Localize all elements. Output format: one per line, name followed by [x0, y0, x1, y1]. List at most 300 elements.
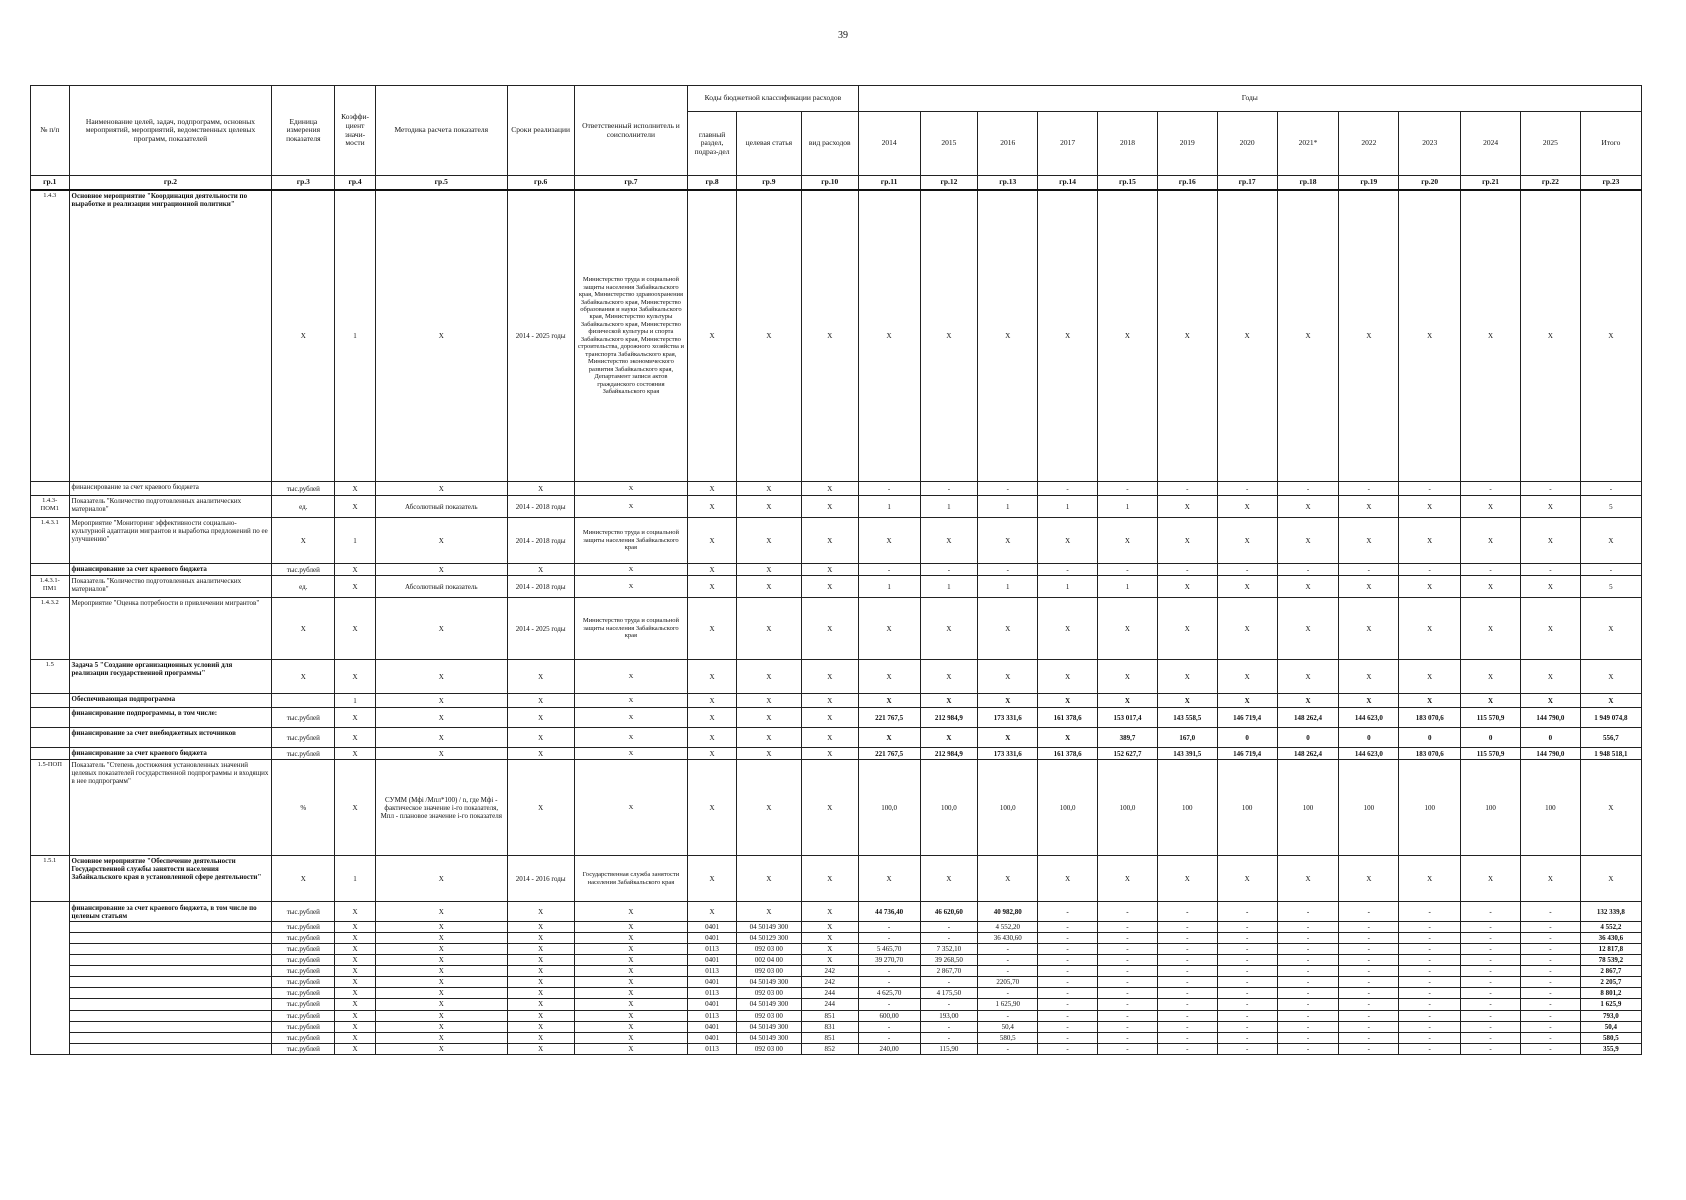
year-value-cell: -: [1520, 482, 1580, 496]
year-value-cell: -: [1098, 955, 1158, 966]
year-value-cell: 100: [1217, 760, 1277, 856]
unit-cell: %: [272, 760, 335, 856]
responsible-cell: Министерство труда и социальной защиты населения Забайкальского края: [574, 518, 688, 564]
responsible-cell: X: [574, 977, 688, 988]
year-value-cell: -: [1461, 988, 1521, 999]
year-value-cell: -: [1399, 1010, 1461, 1021]
year-value-cell: -: [1038, 999, 1098, 1010]
year-value-cell: X: [1461, 518, 1521, 564]
year-value-cell: -: [1098, 966, 1158, 977]
year-value-cell: X: [1157, 190, 1217, 482]
bcc-target-cell: X: [736, 902, 801, 922]
year-value-cell: X: [1399, 190, 1461, 482]
coef-cell: X: [335, 1032, 376, 1043]
responsible-cell: X: [574, 1010, 688, 1021]
year-value-cell: -: [1157, 1021, 1217, 1032]
row-name-cell: Основное мероприятие "Координация деятельности по выработке и реализации миграционной политики": [69, 190, 272, 482]
year-value-cell: X: [978, 728, 1038, 748]
year-value-cell: -: [920, 564, 978, 576]
year-value-cell: -: [920, 1032, 978, 1043]
bcc-section-cell: 0401: [688, 1032, 737, 1043]
method-cell: X: [375, 518, 507, 564]
year-value-cell: X: [1399, 660, 1461, 694]
responsible-cell: X: [574, 988, 688, 999]
year-value-cell: 1: [978, 496, 1038, 518]
year-value-cell: X: [1038, 660, 1098, 694]
year-value-cell: -: [1580, 564, 1641, 576]
bcc-type-cell: X: [801, 496, 858, 518]
year-value-cell: 1: [920, 496, 978, 518]
row-name-cell: [69, 922, 272, 933]
year-value-cell: X: [978, 856, 1038, 902]
header-num: № п/п: [31, 86, 70, 176]
method-cell: X: [375, 988, 507, 999]
row-name-cell: [69, 1021, 272, 1032]
row-name-cell: Основное мероприятие "Обеспечение деятельности Государственной службы занятости населения Забайкальского края в установленной сфере деятельности": [69, 856, 272, 902]
method-cell: X: [375, 708, 507, 728]
year-value-cell: 355,9: [1580, 1043, 1641, 1054]
year-value-cell: -: [1520, 977, 1580, 988]
year-value-cell: -: [1098, 1010, 1158, 1021]
year-value-cell: -: [1399, 933, 1461, 944]
year-value-cell: 12 817,8: [1580, 944, 1641, 955]
method-cell: X: [375, 564, 507, 576]
table-row: [31, 748, 1642, 760]
year-value-cell: -: [1098, 999, 1158, 1010]
year-value-cell: X: [1038, 728, 1098, 748]
year-value-cell: 556,7: [1580, 728, 1641, 748]
responsible-cell: X: [574, 944, 688, 955]
row-name-cell: Показатель "Степень достижения установленных значений целевых показателей государственной подпрограммы и входящих в нее подпрограмм": [69, 760, 272, 856]
year-value-cell: -: [978, 564, 1038, 576]
header-year: 2023: [1399, 112, 1461, 176]
coef-cell: X: [335, 999, 376, 1010]
year-value-cell: -: [1038, 988, 1098, 999]
bcc-type-cell: X: [801, 922, 858, 933]
bcc-type-cell: X: [801, 564, 858, 576]
term-cell: X: [507, 977, 574, 988]
year-value-cell: -: [1098, 933, 1158, 944]
coef-cell: X: [335, 1021, 376, 1032]
header-method: Методика расчета показателя: [375, 86, 507, 176]
year-value-cell: 0: [1399, 728, 1461, 748]
year-value-cell: 1: [920, 576, 978, 598]
year-value-cell: -: [978, 988, 1038, 999]
year-value-cell: -: [1217, 977, 1277, 988]
column-number-cell: гр.12: [920, 176, 978, 190]
bcc-section-cell: X: [688, 576, 737, 598]
bcc-type-cell: 242: [801, 977, 858, 988]
bcc-type-cell: X: [801, 748, 858, 760]
row-name-cell: [69, 988, 272, 999]
year-value-cell: 161 378,6: [1038, 708, 1098, 728]
method-cell: X: [375, 966, 507, 977]
year-value-cell: 100: [1157, 760, 1217, 856]
row-name-cell: [69, 966, 272, 977]
year-value-cell: X: [858, 694, 920, 708]
bcc-target-cell: 04 50149 300: [736, 1032, 801, 1043]
year-value-cell: -: [920, 933, 978, 944]
year-value-cell: 212 984,9: [920, 708, 978, 728]
table-row: [31, 1010, 1642, 1021]
year-value-cell: -: [1098, 988, 1158, 999]
year-value-cell: X: [1520, 518, 1580, 564]
year-value-cell: -: [1277, 944, 1339, 955]
coef-cell: X: [335, 748, 376, 760]
bcc-section-cell: X: [688, 564, 737, 576]
year-value-cell: -: [1038, 1043, 1098, 1054]
year-value-cell: -: [1038, 482, 1098, 496]
header-year: 2025: [1520, 112, 1580, 176]
term-cell: X: [507, 966, 574, 977]
year-value-cell: -: [1461, 999, 1521, 1010]
year-value-cell: 44 736,40: [858, 902, 920, 922]
unit-cell: X: [272, 660, 335, 694]
year-value-cell: -: [1098, 1043, 1158, 1054]
coef-cell: 1: [335, 190, 376, 482]
bcc-type-cell: X: [801, 856, 858, 902]
column-number-cell: гр.3: [272, 176, 335, 190]
year-value-cell: -: [920, 1021, 978, 1032]
year-value-cell: 1 949 074,8: [1580, 708, 1641, 728]
year-value-cell: X: [1520, 694, 1580, 708]
year-value-cell: X: [1399, 598, 1461, 660]
table-row: [31, 694, 1642, 708]
year-value-cell: -: [1157, 564, 1217, 576]
bcc-section-cell: X: [688, 728, 737, 748]
year-value-cell: 580,5: [1580, 1032, 1641, 1043]
year-value-cell: -: [1277, 1010, 1339, 1021]
bcc-target-cell: 04 50129 300: [736, 933, 801, 944]
column-number-cell: гр.1: [31, 176, 70, 190]
row-number-cell: [31, 694, 70, 708]
year-value-cell: 143 391,5: [1157, 748, 1217, 760]
bcc-section-cell: X: [688, 518, 737, 564]
row-number-cell: [31, 748, 70, 760]
bcc-target-cell: 04 50149 300: [736, 922, 801, 933]
year-value-cell: -: [1520, 955, 1580, 966]
unit-cell: тыс.рублей: [272, 1021, 335, 1032]
year-value-cell: -: [858, 482, 920, 496]
year-value-cell: -: [1339, 933, 1399, 944]
year-value-cell: -: [1339, 977, 1399, 988]
year-value-cell: X: [1217, 496, 1277, 518]
method-cell: X: [375, 1032, 507, 1043]
year-value-cell: 100,0: [858, 760, 920, 856]
bcc-type-cell: X: [801, 576, 858, 598]
term-cell: 2014 - 2018 годы: [507, 518, 574, 564]
bcc-section-cell: 0401: [688, 955, 737, 966]
year-value-cell: 40 982,80: [978, 902, 1038, 922]
year-value-cell: -: [1399, 955, 1461, 966]
year-value-cell: X: [920, 856, 978, 902]
column-number-cell: гр.18: [1277, 176, 1339, 190]
term-cell: X: [507, 482, 574, 496]
year-value-cell: X: [858, 728, 920, 748]
year-value-cell: -: [1217, 955, 1277, 966]
year-value-cell: X: [1277, 694, 1339, 708]
bcc-target-cell: X: [736, 190, 801, 482]
table-row: [31, 482, 1642, 496]
year-value-cell: 153 017,4: [1098, 708, 1158, 728]
unit-cell: X: [272, 856, 335, 902]
year-value-cell: 100,0: [1038, 760, 1098, 856]
header-year: 2014: [858, 112, 920, 176]
year-value-cell: -: [858, 1021, 920, 1032]
header-years-group: Годы: [858, 86, 1641, 112]
table-row: [31, 708, 1642, 728]
unit-cell: X: [272, 518, 335, 564]
year-value-cell: -: [1157, 988, 1217, 999]
coef-cell: X: [335, 576, 376, 598]
unit-cell: X: [272, 190, 335, 482]
unit-cell: тыс.рублей: [272, 748, 335, 760]
method-cell: X: [375, 999, 507, 1010]
bcc-type-cell: 831: [801, 1021, 858, 1032]
header-year: 2022: [1339, 112, 1399, 176]
row-name-cell: финансирование за счет краевого бюджета, в том числе по целевым статьям: [69, 902, 272, 922]
coef-cell: X: [335, 1043, 376, 1054]
year-value-cell: X: [1038, 518, 1098, 564]
responsible-cell: X: [574, 660, 688, 694]
year-value-cell: -: [1038, 955, 1098, 966]
method-cell: Абсолютный показатель: [375, 576, 507, 598]
bcc-section-cell: X: [688, 856, 737, 902]
year-value-cell: -: [1277, 482, 1339, 496]
year-value-cell: -: [1461, 933, 1521, 944]
term-cell: X: [507, 988, 574, 999]
year-value-cell: X: [1277, 598, 1339, 660]
table-row: [31, 1032, 1642, 1043]
year-value-cell: -: [1217, 988, 1277, 999]
bcc-target-cell: X: [736, 598, 801, 660]
year-value-cell: -: [1038, 1010, 1098, 1021]
row-number-cell: [31, 902, 70, 1055]
row-name-cell: Мероприятие "Оценка потребности в привлечении мигрантов": [69, 598, 272, 660]
year-value-cell: 167,0: [1157, 728, 1217, 748]
year-value-cell: -: [920, 922, 978, 933]
row-name-cell: финансирование за счет краевого бюджета: [69, 482, 272, 496]
year-value-cell: -: [1277, 966, 1339, 977]
row-name-cell: [69, 1032, 272, 1043]
year-value-cell: 78 539,2: [1580, 955, 1641, 966]
year-value-cell: -: [1277, 922, 1339, 933]
year-value-cell: -: [1098, 1032, 1158, 1043]
unit-cell: тыс.рублей: [272, 944, 335, 955]
term-cell: X: [507, 694, 574, 708]
year-value-cell: X: [1098, 598, 1158, 660]
column-number-cell: гр.7: [574, 176, 688, 190]
year-value-cell: X: [1277, 576, 1339, 598]
header-responsible: Ответственный исполнитель и соисполнители: [574, 86, 688, 176]
responsible-cell: X: [574, 728, 688, 748]
year-value-cell: -: [1217, 1043, 1277, 1054]
year-value-cell: -: [1399, 922, 1461, 933]
header-year: 2015: [920, 112, 978, 176]
column-number-cell: гр.4: [335, 176, 376, 190]
year-value-cell: -: [1277, 1043, 1339, 1054]
method-cell: X: [375, 482, 507, 496]
year-value-cell: 144 623,0: [1339, 748, 1399, 760]
method-cell: X: [375, 977, 507, 988]
year-value-cell: -: [1277, 977, 1339, 988]
table-row: [31, 944, 1642, 955]
method-cell: Абсолютный показатель: [375, 496, 507, 518]
responsible-cell: X: [574, 955, 688, 966]
row-name-cell: [69, 999, 272, 1010]
column-number-row: [31, 176, 1642, 190]
coef-cell: X: [335, 760, 376, 856]
bcc-target-cell: X: [736, 518, 801, 564]
bcc-section-cell: 0401: [688, 922, 737, 933]
year-value-cell: -: [1461, 922, 1521, 933]
year-value-cell: -: [920, 977, 978, 988]
row-number-cell: 1.5.1: [31, 856, 70, 902]
year-value-cell: 148 262,4: [1277, 708, 1339, 728]
year-value-cell: 39 268,50: [920, 955, 978, 966]
coef-cell: X: [335, 496, 376, 518]
year-value-cell: -: [978, 966, 1038, 977]
year-value-cell: -: [1399, 944, 1461, 955]
year-value-cell: X: [1580, 660, 1641, 694]
row-number-cell: [31, 728, 70, 748]
year-value-cell: X: [1520, 496, 1580, 518]
year-value-cell: 4 175,50: [920, 988, 978, 999]
responsible-cell: X: [574, 694, 688, 708]
year-value-cell: -: [1520, 922, 1580, 933]
year-value-cell: X: [858, 598, 920, 660]
bcc-section-cell: X: [688, 496, 737, 518]
year-value-cell: -: [1339, 955, 1399, 966]
year-value-cell: -: [1157, 922, 1217, 933]
year-value-cell: -: [1217, 482, 1277, 496]
year-value-cell: 39 270,70: [858, 955, 920, 966]
term-cell: X: [507, 660, 574, 694]
table-row: [31, 933, 1642, 944]
year-value-cell: X: [1277, 660, 1339, 694]
responsible-cell: X: [574, 748, 688, 760]
year-value-cell: X: [1217, 598, 1277, 660]
year-value-cell: -: [1461, 966, 1521, 977]
year-value-cell: X: [1277, 518, 1339, 564]
term-cell: X: [507, 955, 574, 966]
bcc-section-cell: 0113: [688, 988, 737, 999]
row-number-cell: 1.4.3.2: [31, 598, 70, 660]
method-cell: X: [375, 856, 507, 902]
unit-cell: тыс.рублей: [272, 564, 335, 576]
bcc-type-cell: X: [801, 518, 858, 564]
year-value-cell: X: [1098, 518, 1158, 564]
bcc-section-cell: 0113: [688, 1043, 737, 1054]
year-value-cell: X: [1038, 856, 1098, 902]
year-value-cell: 0: [1520, 728, 1580, 748]
term-cell: X: [507, 760, 574, 856]
year-value-cell: -: [1399, 1032, 1461, 1043]
year-value-cell: -: [858, 999, 920, 1010]
unit-cell: ед.: [272, 576, 335, 598]
year-value-cell: 1: [1098, 576, 1158, 598]
year-value-cell: -: [1461, 977, 1521, 988]
year-value-cell: X: [1461, 496, 1521, 518]
bcc-target-cell: X: [736, 564, 801, 576]
coef-cell: X: [335, 564, 376, 576]
table-row: [31, 988, 1642, 999]
year-value-cell: -: [1339, 966, 1399, 977]
unit-cell: тыс.рублей: [272, 902, 335, 922]
year-value-cell: -: [1339, 564, 1399, 576]
header-bcc-target: целевая статья: [736, 112, 801, 176]
year-value-cell: X: [978, 518, 1038, 564]
term-cell: X: [507, 1021, 574, 1032]
year-value-cell: 36 430,6: [1580, 933, 1641, 944]
header-unit: Единица измерения показателя: [272, 86, 335, 176]
method-cell: X: [375, 748, 507, 760]
year-value-cell: X: [1277, 496, 1339, 518]
column-number-cell: гр.21: [1461, 176, 1521, 190]
year-value-cell: X: [1520, 660, 1580, 694]
unit-cell: тыс.рублей: [272, 1010, 335, 1021]
responsible-cell: X: [574, 1043, 688, 1054]
year-value-cell: -: [1157, 1043, 1217, 1054]
year-value-cell: -: [1217, 1021, 1277, 1032]
header-year: 2021*: [1277, 112, 1339, 176]
year-value-cell: -: [1520, 988, 1580, 999]
year-value-cell: -: [1157, 966, 1217, 977]
year-value-cell: -: [1217, 933, 1277, 944]
year-value-cell: -: [1157, 1032, 1217, 1043]
table-row: [31, 598, 1642, 660]
year-value-cell: X: [1217, 518, 1277, 564]
term-cell: X: [507, 1032, 574, 1043]
year-value-cell: 5: [1580, 496, 1641, 518]
table-row: [31, 190, 1642, 482]
coef-cell: X: [335, 933, 376, 944]
year-value-cell: -: [1461, 902, 1521, 922]
year-value-cell: 0: [1277, 728, 1339, 748]
year-value-cell: X: [1461, 576, 1521, 598]
bcc-target-cell: X: [736, 708, 801, 728]
year-value-cell: -: [1461, 564, 1521, 576]
year-value-cell: X: [1098, 856, 1158, 902]
header-year: 2017: [1038, 112, 1098, 176]
bcc-target-cell: 04 50149 300: [736, 1021, 801, 1032]
column-number-cell: гр.13: [978, 176, 1038, 190]
year-value-cell: 2205,70: [978, 977, 1038, 988]
coef-cell: X: [335, 944, 376, 955]
coef-cell: X: [335, 708, 376, 728]
unit-cell: [272, 694, 335, 708]
year-value-cell: -: [1461, 1010, 1521, 1021]
year-value-cell: 2 205,7: [1580, 977, 1641, 988]
term-cell: 2014 - 2025 годы: [507, 598, 574, 660]
responsible-cell: X: [574, 902, 688, 922]
year-value-cell: 100,0: [1098, 760, 1158, 856]
year-value-cell: 580,5: [978, 1032, 1038, 1043]
year-value-cell: X: [1277, 190, 1339, 482]
year-value-cell: X: [1461, 190, 1521, 482]
bcc-target-cell: 092 03 00: [736, 944, 801, 955]
year-value-cell: 36 430,60: [978, 933, 1038, 944]
year-value-cell: 132 339,8: [1580, 902, 1641, 922]
table-row: [31, 760, 1642, 856]
year-value-cell: X: [1217, 190, 1277, 482]
year-value-cell: -: [1098, 902, 1158, 922]
year-value-cell: X: [1217, 856, 1277, 902]
bcc-type-cell: 851: [801, 1032, 858, 1043]
column-number-cell: гр.11: [858, 176, 920, 190]
coef-cell: X: [335, 728, 376, 748]
year-value-cell: X: [1580, 518, 1641, 564]
